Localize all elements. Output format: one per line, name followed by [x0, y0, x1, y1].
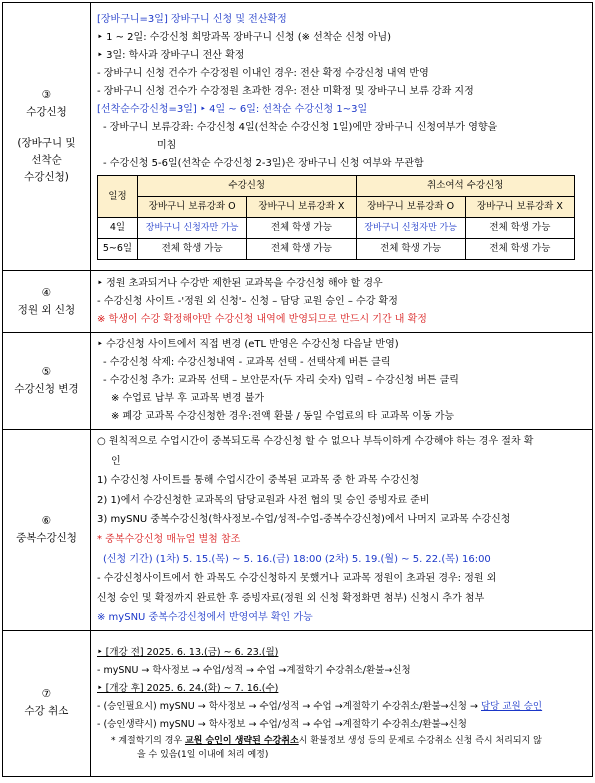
quota-line-1: ‣ 정원 초과되거나 수강반 제한된 교과목을 수강신청 해야 할 경우	[97, 277, 383, 289]
section-7-number: ⑦	[41, 688, 52, 701]
section-3-subtitle-2: 선착순	[31, 154, 62, 166]
section-5-content	[91, 333, 593, 430]
cancel-note-bold: 교원 승인이 생략된 수강취소	[184, 736, 299, 747]
cart-line-2: ‣ 3일: 학사과 장바구니 전산 확정	[97, 50, 245, 61]
section-6-row	[3, 430, 593, 631]
section-7-header	[3, 630, 91, 776]
quota-note: ※ 학생이 수강 확정해야만 수강신청 내역에 반영되므로 반드시 기간 내 확정	[97, 313, 427, 325]
change-line-1: ‣ 수강신청 사이트에서 직접 변경 (eTL 반영은 수강신청 다음날 반영)	[97, 339, 399, 350]
schedule-group-1: 수강신청	[138, 176, 357, 197]
cancel-note-cont: 을 수 있음(1일 이내에 처리 예정)	[137, 750, 269, 761]
section-5-header	[3, 333, 91, 430]
schedule-corner: 일정	[98, 176, 138, 218]
section-7-row	[3, 630, 593, 776]
schedule-cell: 전체 학생 가능	[465, 239, 574, 260]
first-come-line-2: - 수강신청 5-6일(선착순 수강신청 2-3일)은 장바구니 신청 여부와 무관함	[103, 158, 424, 169]
after-start-period: ‣ [개강 후] 2025. 6. 24.(화) ~ 7. 16.(수)	[97, 683, 279, 695]
schedule-cell: 장바구니 신청자만 가능	[138, 218, 247, 239]
cart-line-4: - 장바구니 신청 건수가 수강정원 초과한 경우: 전산 미확정 및 장바구니 보류 강좌 지정	[97, 86, 474, 97]
schedule-row	[98, 239, 575, 260]
overlap-extra-2: 신청 승인 및 확정까지 완료한 후 증빙자료(정원 외 신청 확정화면 첨부) 신청시 추가 첨부	[97, 592, 485, 604]
section-6-header	[3, 430, 91, 631]
approval-path: - (승인필요시) mySNU → 학사정보 → 수업/성적 → 수업 →계절학기 수강취소/환불→신청 →	[97, 701, 481, 713]
section-6-title: 중복수강신청	[16, 531, 77, 544]
section-4-content	[91, 271, 593, 333]
section-4-row	[3, 271, 593, 333]
section-3-content	[91, 3, 593, 271]
schedule-cell: 전체 학생 가능	[356, 239, 465, 260]
overlap-step-2: 2) 1)에서 수강신청한 교과목의 담당교원과 사전 협의 및 승인 증빙자료 준비	[97, 494, 430, 506]
document-page	[2, 2, 593, 777]
schedule-table	[97, 175, 575, 260]
section-3-subtitle-1: (장바구니 및	[17, 137, 76, 149]
before-start-path: - mySNU → 학사정보 → 수업/성적 → 수업 →계절학기 수강취소/환불→신청	[97, 665, 411, 677]
schedule-cell: 장바구니 신청자만 가능	[356, 218, 465, 239]
change-note-2: ※ 폐강 교과목 수강신청한 경우:전액 환불 / 동일 수업료의 타 교과목 이동 가능	[111, 411, 455, 422]
section-4-title: 정원 외 신청	[17, 303, 76, 316]
schedule-col-header: 장바구니 보류강좌 X	[465, 197, 574, 218]
cancel-note-c: 시 환불정보 생성 등의 문제로 수강취소 신청 즉시 처리되지 않	[298, 736, 542, 747]
quota-line-2: - 수강신청 사이트 -'정원 외 신청'– 신청 – 담당 교원 승인 – 수강 확정	[97, 295, 398, 307]
schedule-day: 5~6일	[98, 239, 138, 260]
section-4-header	[3, 271, 91, 333]
overlap-step-3: 3) mySNU 중복수강신청(학사정보-수업/성적-수업-중복수강신청)에서 나머지 교과목 수강신청	[97, 514, 511, 526]
first-come-line-1: - 장바구니 보류강좌: 수강신청 4일(선착순 수강신청 1일)에만 장바구니 신청여부가 영향을	[103, 122, 498, 133]
section-6-content	[91, 430, 593, 631]
section-3-title: 수강신청	[26, 106, 67, 118]
section-6-number: ⑥	[41, 514, 52, 527]
cart-heading: [장바구니=3일] 장바구니 신청 및 전산확정	[97, 14, 287, 25]
course-registration-table	[2, 2, 593, 777]
overlap-extra-1: - 수강신청사이트에서 한 과목도 수강신청하지 못했거나 교과목 정원이 초과된 경우: 정원 외	[97, 573, 497, 585]
cancel-note-a: * 계절학기의 경우	[111, 736, 185, 747]
overlap-check-note: ※ mySNU 중복수강신청에서 반영여부 확인 가능	[97, 612, 313, 624]
cancel-note	[97, 734, 588, 748]
section-5-number: ⑤	[41, 366, 52, 378]
overlap-principle: ○ 원칙적으로 수업시간이 중복되도록 수강신청 할 수 없으나 부득이하게 수강해야 하는 경우 절차 확	[97, 436, 534, 447]
schedule-cell: 전체 학생 가능	[465, 218, 574, 239]
schedule-day: 4일	[98, 218, 138, 239]
cart-line-1: ‣ 1 ~ 2일: 수강신청 희망과목 장바구니 신청 (※ 선착순 신청 아님)	[97, 32, 392, 43]
section-3-header	[3, 3, 91, 271]
before-start-period: ‣ [개강 전] 2025. 6. 13.(금) ~ 6. 23.(월)	[97, 647, 279, 659]
change-note-1: ※ 수업료 납부 후 교과목 변경 불가	[111, 393, 265, 404]
schedule-col-header: 장바구니 보류강좌 O	[356, 197, 465, 218]
section-3-subtitle-3: 수강신청)	[24, 171, 69, 183]
schedule-col-header: 장바구니 보류강좌 X	[247, 197, 356, 218]
overlap-step-1: 1) 수강신청 사이트를 통해 수업시간이 중복된 교과목 중 한 과목 수강신청	[97, 475, 420, 487]
overlap-manual-note: * 중복수강신청 매뉴얼 별첨 참조	[97, 533, 241, 545]
schedule-cell: 전체 학생 가능	[247, 218, 356, 239]
change-line-2: - 수강신청 삭제: 수강신청내역 - 교과목 선택 - 선택삭제 버튼 클릭	[103, 357, 391, 368]
instructor-approval-link[interactable]: 담당 교원 승인	[481, 701, 543, 713]
schedule-col-header: 장바구니 보류강좌 O	[138, 197, 247, 218]
section-3-number: ③	[41, 89, 52, 101]
section-5-row	[3, 333, 593, 430]
schedule-cell: 전체 학생 가능	[247, 239, 356, 260]
section-3-row	[3, 3, 593, 271]
schedule-cell: 전체 학생 가능	[138, 239, 247, 260]
first-come-line-1-cont: 미침	[157, 140, 177, 151]
schedule-row	[98, 218, 575, 239]
overlap-principle-cont: 인	[111, 455, 121, 467]
section-7-content	[91, 630, 593, 776]
overlap-period: (신청 기간) (1차) 5. 15.(목) ~ 5. 16.(금) 18:00 (2차) 5. 19.(월) ~ 5. 22.(목) 16:00	[103, 553, 491, 565]
change-line-3: - 수강신청 추가: 교과목 선택 – 보안문자(두 자리 숫자) 입력 – 수강신청 버튼 클릭	[103, 375, 459, 386]
after-start-no-approval: - (승인생략시) mySNU → 학사정보 → 수업/성적 → 수업 →계절학기 수강취소/환불→신청	[97, 719, 467, 731]
after-start-approval	[97, 698, 588, 716]
first-come-heading: [선착순수강신청=3일] ‣ 4일 ~ 6일: 선착순 수강신청 1~3일	[97, 104, 368, 115]
cart-line-3: - 장바구니 신청 건수가 수강정원 이내인 경우: 전산 확정 수강신청 내역 반영	[97, 68, 429, 79]
schedule-group-2: 취소여석 수강신청	[356, 176, 575, 197]
section-5-title: 수강신청 변경	[14, 383, 79, 395]
section-7-title: 수강 취소	[24, 705, 69, 718]
section-4-number: ④	[41, 286, 52, 299]
